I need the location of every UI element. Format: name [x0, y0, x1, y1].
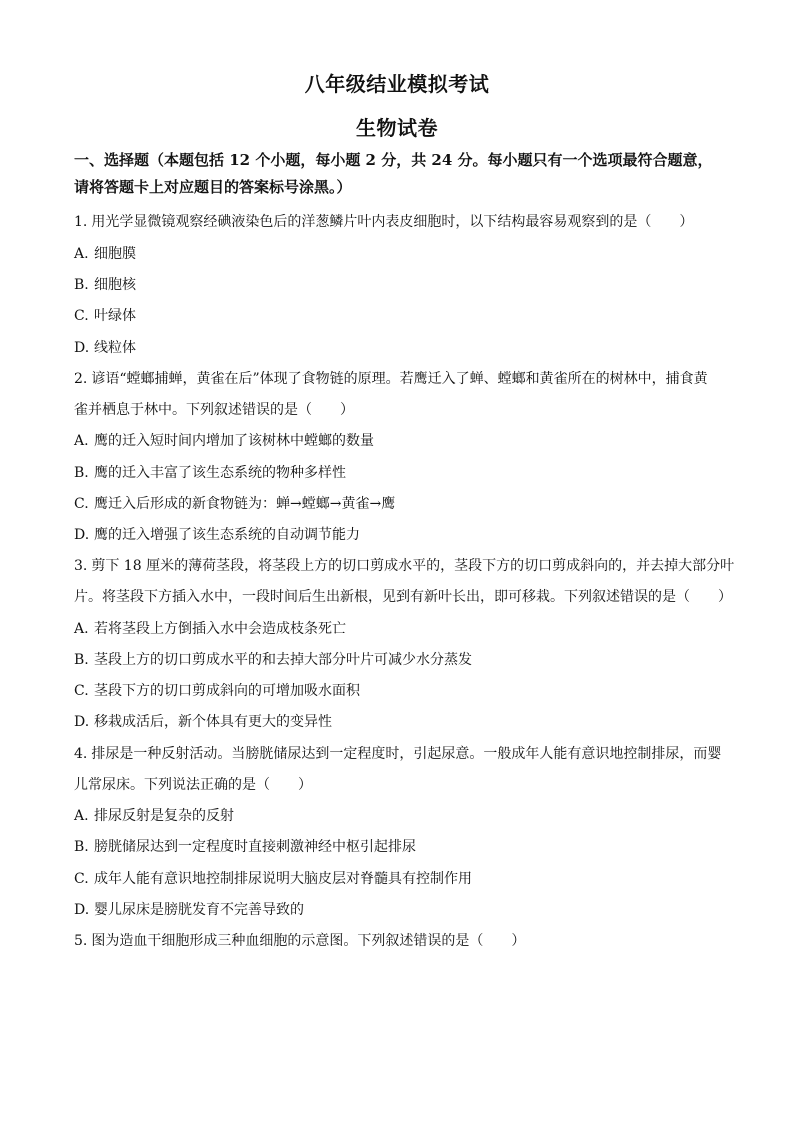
option-text: 鹰的迁入短时间内增加了该树林中螳螂的数量	[94, 433, 374, 449]
question-2-option-d	[74, 526, 360, 544]
question-3-stem-line-2: 片。将茎段下方插入水中，一段时间后生出新根，见到有新叶长出，即可移栽。下列叙述错误的是（ ）	[74, 589, 732, 605]
section-heading-line-1: 一、选择题（本题包括 12 个小题，每小题 2 分，共 24 分。每小题只有一个选项最符合题意，	[74, 151, 713, 169]
option-letter: D.	[74, 902, 90, 918]
option-letter: B.	[74, 839, 89, 855]
question-1-number: 1.	[74, 214, 88, 230]
question-2-text-1: 谚语“螳螂捕蝉，黄雀在后”体现了食物链的原理。若鹰迁入了蝉、螳螂和黄雀所在的树林中，捕食黄	[91, 371, 708, 387]
option-letter: C.	[74, 683, 89, 699]
option-letter: A.	[74, 621, 89, 637]
option-letter: A.	[74, 433, 89, 449]
option-letter: C.	[74, 871, 89, 887]
option-text: 膀胱储尿达到一定程度时直接刺激神经中枢引起排尿	[94, 839, 416, 855]
option-text: 成年人能有意识地控制排尿说明大脑皮层对脊髓具有控制作用	[94, 871, 472, 887]
option-text: 若将茎段上方倒插入水中会造成枝条死亡	[94, 621, 346, 637]
option-text: 移栽成活后，新个体具有更大的变异性	[94, 714, 332, 730]
option-text: 鹰迁入后形成的新食物链为：蝉→螳螂→黄雀→鹰	[94, 496, 396, 512]
question-4-option-b	[74, 838, 416, 856]
question-2-number: 2.	[74, 371, 88, 387]
option-text: 鹰的迁入丰富了该生态系统的物种多样性	[94, 465, 346, 481]
question-3-text-1: 剪下 18 厘米的薄荷茎段，将茎段上方的切口剪成水平的，茎段下方的切口剪成斜向的，并去掉大部分叶	[91, 558, 735, 574]
question-3-option-d	[74, 713, 332, 731]
option-text: 茎段下方的切口剪成斜向的可增加吸水面积	[94, 683, 360, 699]
option-letter: D.	[74, 527, 90, 543]
question-4-stem-line-2: 儿常尿床。下列说法正确的是（ ）	[74, 777, 312, 793]
option-text: 细胞膜	[94, 246, 136, 262]
question-5-number: 5.	[74, 933, 88, 949]
option-text: 排尿反射是复杂的反射	[94, 808, 234, 824]
option-text: 婴儿尿床是膀胱发育不完善导致的	[94, 902, 304, 918]
section-heading-line-2: 请将答题卡上对应题目的答案标号涂黑。）	[74, 178, 352, 196]
question-2-stem-line-1	[74, 370, 708, 388]
option-letter: D.	[74, 714, 90, 730]
option-letter: B.	[74, 465, 89, 481]
question-3-stem-line-1	[74, 557, 734, 575]
option-letter: B.	[74, 277, 89, 293]
section-heading	[74, 147, 728, 201]
question-1-text: 用光学显微镜观察经碘液染色后的洋葱鳞片叶内表皮细胞时，以下结构最容易观察到的是（ ）	[91, 214, 694, 230]
question-2-option-b	[74, 464, 346, 482]
option-text: 叶绿体	[94, 308, 136, 324]
exam-subtitle: 生物试卷	[356, 116, 438, 140]
question-4-text-1: 排尿是一种反射活动。当膀胱储尿达到一定程度时，引起尿意。一般成年人能有意识地控制排尿，而婴	[91, 746, 722, 762]
question-2-stem-line-2: 雀并栖息于林中。下列叙述错误的是（ ）	[74, 402, 354, 418]
question-4-option-d	[74, 901, 304, 919]
question-1-stem	[74, 213, 693, 231]
question-4-option-c	[74, 870, 472, 888]
question-5-text: 图为造血干细胞形成三种血细胞的示意图。下列叙述错误的是（ ）	[91, 933, 526, 949]
question-4-stem-line-1	[74, 745, 721, 763]
option-letter: C.	[74, 308, 89, 324]
question-4-number: 4.	[74, 746, 88, 762]
option-text: 细胞核	[94, 277, 136, 293]
question-3-number: 3.	[74, 558, 88, 574]
question-5-stem	[74, 932, 525, 950]
option-text: 茎段上方的切口剪成水平的和去掉大部分叶片可减少水分蒸发	[94, 652, 472, 668]
question-3-option-b	[74, 651, 472, 669]
option-letter: D.	[74, 340, 90, 356]
exam-title: 八年级结业模拟考试	[304, 72, 490, 96]
option-text: 鹰的迁入增强了该生态系统的自动调节能力	[94, 527, 360, 543]
question-1-option-c	[74, 307, 136, 325]
question-4-option-a	[74, 807, 234, 825]
option-letter: A.	[74, 246, 89, 262]
question-2-option-a	[74, 432, 374, 450]
question-1-option-b	[74, 276, 136, 294]
option-letter: A.	[74, 808, 89, 824]
option-text: 线粒体	[94, 340, 136, 356]
question-3-option-a	[74, 620, 346, 638]
question-3-option-c	[74, 682, 360, 700]
option-letter: C.	[74, 496, 89, 512]
question-2-option-c	[74, 495, 395, 513]
option-letter: B.	[74, 652, 89, 668]
question-1-option-d	[74, 339, 136, 357]
question-1-option-a	[74, 245, 136, 263]
